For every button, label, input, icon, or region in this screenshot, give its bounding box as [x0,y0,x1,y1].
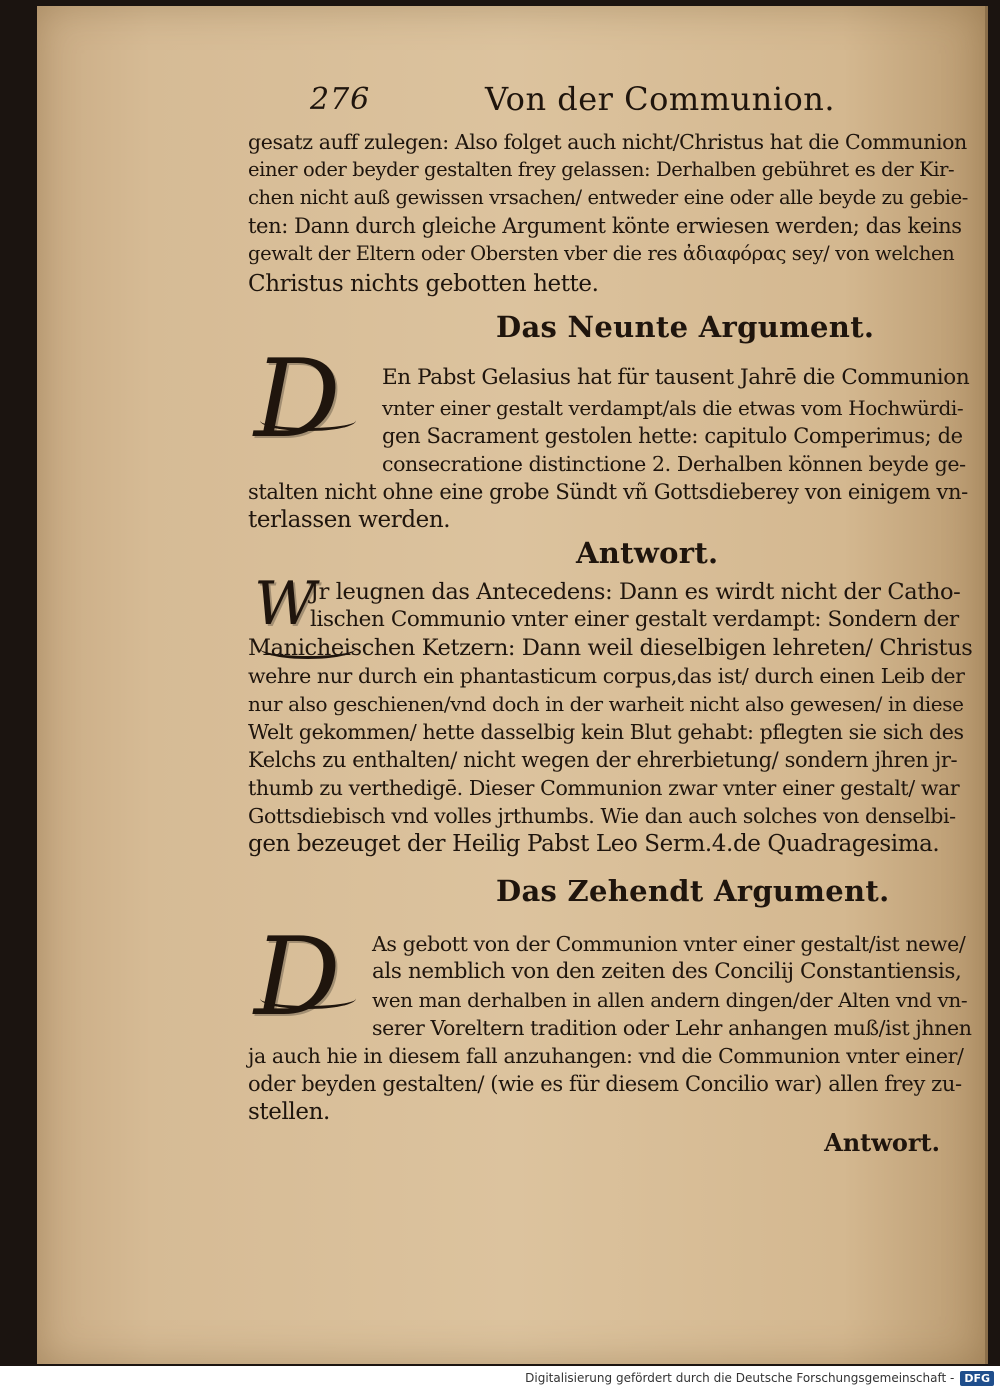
text-line: oder beyden gestalten/ (wie es für diesem Concilio war) allen frey zu- [248,1072,962,1096]
page-number: 276 [310,82,371,117]
decorated-initial: W [254,569,316,639]
decorated-initial: D [254,337,341,462]
section-heading-antwort: Antwort. [576,536,719,570]
text-line: ten: Dann durch gleiche Argument könte erwiesen werden; das keins [248,214,962,238]
text-line: gen Sacrament gestolen hette: capitulo Comperimus; de [382,424,963,448]
text-line: Jr leugnen das Antecedens: Dann es wirdt nicht der Catho- [310,579,961,605]
text-line: als nemblich von den zeiten des Concilij Constantiensis, [372,959,962,984]
text-line: chen nicht auß gewissen vrsachen/ entweder eine oder alle beyde zu gebie- [248,186,968,209]
section-heading-neunte-argument: Das Neunte Argument. [496,310,875,344]
text-line: ja auch hie in diesem fall anzuhangen: vnd die Communion vnter einer/ [248,1044,964,1068]
text-line: einer oder beyder gestalten frey gelassen: Derhalben gebühret es der Kir- [248,158,955,181]
text-line: Manicheischen Ketzern: Dann weil dieselbigen lehreten/ Christus [248,635,973,661]
text-line: stellen. [248,1099,330,1125]
text-line: thumb zu verthedigē. Dieser Communion zwar vnter einer gestalt/ war [248,776,960,800]
running-head: Von der Communion. [485,80,836,118]
text-line: gewalt der Eltern oder Obersten vber die res ἀδιαφόρας sey/ von welchen [248,242,955,265]
text-line: serer Voreltern tradition oder Lehr anhangen muß/ist jhnen [372,1016,972,1040]
text-line: As gebott von der Communion vnter einer gestalt/ist newe/ [372,932,966,956]
text-line: gen bezeuget der Heilig Pabst Leo Serm.4.de Quadragesima. [248,831,940,857]
text-line: vnter einer gestalt verdampt/als die etwas vom Hochwürdi- [382,396,964,420]
text-line: terlassen werden. [248,507,451,533]
text-line: nur also geschienen/vnd doch in der warheit nicht also gewesen/ in diese [248,692,964,716]
footer-bar [0,1366,1000,1390]
section-heading-zehendt-argument: Das Zehendt Argument. [496,874,890,908]
text-line: lischen Communio vnter einer gestalt verdampt: Sondern der [310,607,959,632]
text-line: En Pabst Gelasius hat für tausent Jahrē die Communion [382,365,970,390]
catchword: Antwort. [824,1128,940,1157]
page-header [248,78,972,122]
text-line: stalten nicht ohne eine grobe Sündt vñ Gottsdieberey von einigem vn- [248,480,968,504]
text-line: Gottsdiebisch vnd volles jrthumbs. Wie dan auch solches von denselbi- [248,804,956,828]
page-content [248,78,973,1157]
funding-notice: Digitalisierung gefördert durch die Deutsche Forschungsgemeinschaft - [525,1371,955,1385]
text-line: consecratione distinctione 2. Derhalben können beyde ge- [382,452,966,476]
dfg-logo: DFG [960,1371,994,1386]
text-line: Welt gekommen/ hette dasselbig kein Blut gehabt: pflegten sie sich des [248,720,964,744]
text-line: wehre nur durch ein phantasticum corpus,das ist/ durch einen Leib der [248,664,965,688]
decorated-initial: D [254,915,341,1040]
text-line: wen man derhalben in allen andern dingen/der Alten vnd vn- [372,988,968,1012]
text-line: Kelchs zu enthalten/ nicht wegen der ehrerbietung/ sondern jhren jr- [248,748,958,772]
text-line: gesatz auff zulegen: Also folget auch nicht/Christus hat die Communion [248,130,967,154]
text-line: Christus nichts gebotten hette. [248,271,599,297]
